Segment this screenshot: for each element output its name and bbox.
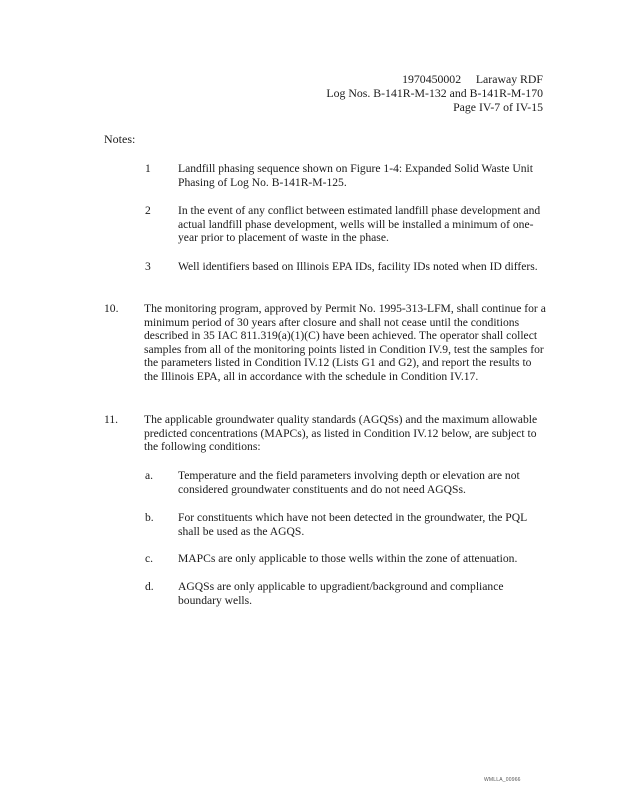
note-number: 2: [145, 204, 151, 217]
note-text: In the event of any conflict between estimated landfill phase development and actual landfill phase development, wells will be installed a minimum of one-year prior to placement of waste in the phase.: [178, 204, 541, 245]
subitem-text: AGQSs are only applicable to upgradient/background and compliance boundary wells.: [178, 580, 504, 607]
subitem-text: MAPCs are only applicable to those wells within the zone of attenuation.: [178, 552, 518, 565]
condition-number: 10.: [104, 302, 119, 315]
page-header: [326, 72, 543, 115]
subitem-letter: c.: [145, 552, 154, 565]
subitem-letter: a.: [145, 469, 154, 482]
notes-heading: Notes:: [104, 132, 136, 146]
permit-id-line: 1970450002 Laraway RDF: [402, 72, 543, 86]
note-number: 1: [145, 162, 151, 175]
note-number: 3: [145, 260, 151, 273]
bates-stamp: WMLLA_00966: [484, 777, 521, 783]
condition-number: 11.: [104, 413, 119, 426]
subitem-text: For constituents which have not been detected in the groundwater, the PQL shall be used as the AGQS.: [178, 511, 527, 538]
subitem-letter: b.: [145, 511, 154, 524]
subitem-letter: d.: [145, 580, 154, 593]
note-text: Well identifiers based on Illinois EPA IDs, facility IDs noted when ID differs.: [178, 260, 538, 273]
subitem-text: Temperature and the field parameters involving depth or elevation are not considered groundwater constituents and do not need AGQSs.: [178, 469, 520, 496]
condition-text: The applicable groundwater quality standards (AGQSs) and the maximum allowable predicted concentrations (MAPCs), as listed in Condition IV.12 below, are subject to the following conditions:: [144, 413, 538, 454]
log-numbers-line: Log Nos. B-141R-M-132 and B-141R-M-170: [326, 86, 543, 101]
page-number: Page IV-7 of IV-15: [453, 100, 543, 115]
note-text: Landfill phasing sequence shown on Figure 1-4: Expanded Solid Waste Unit Phasing of Log No. B-141R-M-125.: [178, 162, 533, 189]
condition-text: The monitoring program, approved by Permit No. 1995-313-LFM, shall continue for a minimum period of 30 years after closure and shall not cease until the conditions described in 35 IAC 811.319(a)(1)(C) have been achieved. The operator shall collect samples from all of the monitoring points listed in Condition IV.9, test the samples for the parameters listed in Condition IV.12 (Lists G1 and G2), and report the results to the Illinois EPA, all in accordance with the schedule in Condition IV.17.: [144, 302, 546, 383]
